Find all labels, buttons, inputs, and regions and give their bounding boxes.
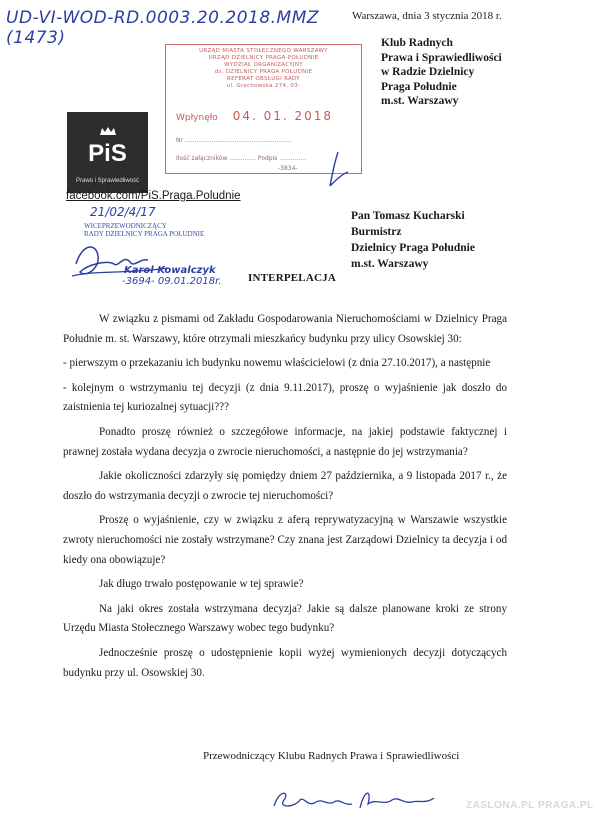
logo-name: PiS <box>88 140 127 167</box>
vice-stamp-line-1: WICEPRZEWODNICZĄCY <box>84 222 167 230</box>
stamp-received-label: Wpłynęło <box>176 113 218 123</box>
party-logo <box>67 112 148 193</box>
logo-subtitle: Prawo i Sprawiedliwość <box>75 178 140 184</box>
paragraph: Jak długo trwało postępowanie w tej sprawie? <box>99 578 304 591</box>
reference-line-2: (1473) <box>6 28 66 48</box>
paragraph: Proszę o wyjaśnienie, czy w związku z aferą reprywatyzacyjną w Warszawie wszystkie zwroty nieruchomości nie zostały wstrzymane? Czy znana jest Zarządowi Dzielnicy ta decyzja i od kiedy ona obowiązuje? <box>63 514 507 566</box>
stamp-signature-line: Ilość załączników .............. Podpis .............. <box>176 155 307 162</box>
club-line: Praga Południe <box>381 80 457 93</box>
stamp-code: -3834- <box>278 165 298 172</box>
watermark: ZASLONA.PL PRAGA.PL <box>466 800 594 811</box>
club-line: Klub Radnych <box>381 37 453 49</box>
reference-number <box>6 8 319 48</box>
stamp-line: ds. DZIELNICY PRAGA POŁUDNIE <box>214 69 313 75</box>
club-line: Prawa i Sprawiedliwości <box>381 51 502 64</box>
facebook-link[interactable]: facebook.com/PiS.Praga.Poludnie <box>66 190 241 202</box>
paragraph: - pierwszym o przekazaniu ich budynku nowemu właścicielowi (z dnia 27.10.2017), a następnie <box>63 357 491 370</box>
stamp-received-date: 04. 01. 2018 <box>232 109 334 123</box>
vice-name <box>124 265 221 287</box>
stamp-line: REFERAT OBSŁUGI RADY <box>227 76 300 82</box>
recipient-line: Burmistrz <box>351 226 402 238</box>
paragraph: W związku z pismami od Zakładu Gospodarowania Nieruchomościami w Dzielnicy Praga Południe m. st. Warszawy, które otrzymali mieszkańcy budynku przy ulicy Osowskiej 30: <box>63 313 507 345</box>
chairman-signature <box>268 778 448 818</box>
paragraph: Na jaki okres została wstrzymana decyzja? Jakie są dalsze planowane kroki ze strony Urzędu Miasta Stołecznego Warszawy wobec tego budynku? <box>63 602 507 635</box>
stamp-nr: Nr ........................................................ <box>176 137 292 144</box>
club-line: w Radzie Dzielnicy <box>381 66 475 78</box>
date-line: Warszawa, dnia 3 stycznia 2018 r. <box>352 10 502 22</box>
paragraph: Jednocześnie proszę o udostępnienie kopii wyżej wymienionych decyzji dotyczących budynku przy ul. Osowskiej 30. <box>63 646 507 679</box>
stamp-line: ul. Grochowska 274, 03- <box>226 83 301 89</box>
paragraph: Jakie okoliczności zdarzyły się pomiędzy dniem 27 października, a 9 listopada 2017 r., że doszło do wstrzymania decyzji o zwrocie tej nieruchomości? <box>63 470 507 502</box>
stamp-nr-label: Nr <box>176 137 183 144</box>
recipient-address <box>351 208 475 272</box>
paragraph: - kolejnym o wstrzymaniu tej decyzji (z dnia 9.11.2017), proszę o wyjaśnienie jak doszło do zaistnienia tej kuriozalnej sytuacji??? <box>63 381 507 414</box>
stamp-line: WYDZIAŁ ORGANIZACYJNY <box>224 62 303 68</box>
stamp-line: URZĄD MIASTA STOŁECZNEGO WARSZAWY <box>199 48 328 54</box>
club-line: m.st. Warszawy <box>381 95 459 107</box>
vice-stamp-line-2: RADY DZIELNICY PRAGA POŁUDNIE <box>84 230 205 238</box>
recipient-line: m.st. Warszawy <box>351 258 429 270</box>
recipient-line: Pan Tomasz Kucharski <box>351 210 465 222</box>
stamp-signature-mark <box>310 150 350 190</box>
stamp-line: URZĄD DZIELNICY PRAGA-POŁUDNIE <box>208 55 319 61</box>
stamp-received <box>176 109 333 123</box>
document-heading: INTERPELACJA <box>248 272 336 284</box>
paragraph: Ponadto proszę również o szczegółowe informacje, na jakiej podstawie faktycznej i prawnej została wydana decyzja o zwrocie nieruchomości, a następnie do jej wstrzymania? <box>63 425 507 458</box>
handwritten-number: 21/02/4/17 <box>90 205 156 219</box>
vice-name-text: Karol Kowalczyk <box>124 265 216 276</box>
reference-line-1: UD-VI-WOD-RD.0003.20.2018.MMZ <box>6 8 320 28</box>
crown-icon <box>99 126 117 136</box>
vice-date: -3694- 09.01.2018r. <box>122 276 222 287</box>
sender-club <box>381 36 502 109</box>
closing-title: Przewodniczący Klubu Radnych Prawa i Sprawiedliwości <box>203 750 460 762</box>
letter-body <box>63 310 507 688</box>
recipient-line: Dzielnicy Praga Południe <box>351 242 475 254</box>
